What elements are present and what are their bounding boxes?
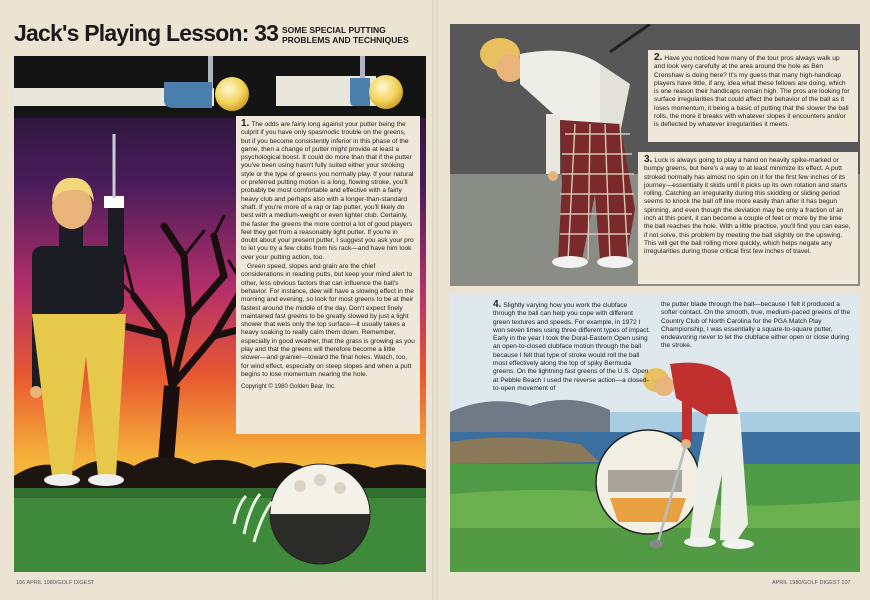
section-2-textbox: [648, 50, 858, 142]
section-3-textbox: [638, 152, 858, 284]
section-4-text-column-2: [656, 298, 856, 360]
section-1-textbox: [236, 116, 420, 434]
section-1-paragraph-1: The odds are fairly long against your putter being the culprit if you have only spasmodic trouble on the greens, but if you become consistently inferior in this phase of the game, then a change of putter might provide at least a psychological boost. It could do more than that if the putter you've been using hasn't fully suited either your stroking style or the type of greens you normally play. If your natural or preferred putting motion is a long, flowing stroke, you'll probably be most comfortable and effective with a fairly heavy club and perhaps also with a longer-than-standard shaft. If you're more of a rap or tap putter, you'll likely do best with a medium-weight or even lighter club. Certainly, the faster the greens the more control a lot of good players feel they get from a reasonably light putter. If you're in doubt about your present putter, I suggest you ask your pro to let you try a few clubs from his rack—and have him look over your putting action, too.: [241, 121, 414, 261]
copyright-notice: Copyright © 1980 Golden Bear, Inc.: [241, 384, 336, 391]
section-1-number: 1.: [241, 118, 250, 129]
section-4-text-b: the putter blade through the ball—because I felt it produced a softer contact. On the smooth, true, medium-paced greens of the Country Club of North Carolina for the PGA Match Play Championship, I was essentially a square-to-square putter, endeavoring never to let the clubface either open or close during the stroke.: [661, 301, 851, 350]
section-3-text: Luck is always going to play a hand on heavily spike-marked or bumpy greens, but here's a way to at least minimize its effect. A putt stroked normally has almost no spin on it for the first few inches of its journey—essentially it skids until it picks up its own rotation and starts rolling. Catching an irregularity during this skidding or sliding period seems to knock the ball off line more easily than after it has begun spinning, and even though the deviation may be only a fraction of an inch at this point, it can become a couple of feet or more by the time the ball reaches the hole. With a little practice, you'll find you can ease, if not solve, this problem by meeting the ball slightly on the upswing. This will get the ball rolling more quickly, which helps negate any irregularities during those critical first few inches of travel.: [644, 157, 851, 256]
left-page-footer: 106 APRIL 1980/GOLF DIGEST: [16, 580, 95, 586]
section-2-number: 2.: [654, 52, 663, 63]
page-gutter: [432, 0, 438, 600]
right-page-footer: APRIL 1980/GOLF DIGEST 107: [772, 580, 851, 586]
article-headline: Jack's Playing Lesson: 33: [14, 20, 279, 46]
section-4-text-column-1: [488, 298, 656, 394]
section-4-text-a: Slightly varying how you work the clubface through the ball can help you cope with different green textures and speeds. For example, in 1972 I won seven times using three different types of impact. Early in the year I took the Doral-Eastern Open using an open-to-closed clubface motion through the ball because I felt that type of stroke would roll the ball most effectively along the top of spiky Bermuda greens. On the lightning fast greens of the U.S. Open at Pebble Beach I used the reverse action—a closed-to-open movement of: [493, 302, 651, 392]
section-1-paragraph-2: Green speed, slopes and grain are the chief considerations in reading putts, but keep your mind alert to other, less obvious factors that can influence the ball's behavior. For instance, dew will have a slowing effect in the morning and evening, so look for most greens to be at their fastest around the middle of the day. Don't expect finely maintained fast greens to be greatly slowed by just a light shower that wets only the top surface—it usually takes a heavy soaking to really calm them down. Remember, especially in good weather, that the grass is growing as you play and that the greens will therefore become a little slower—and grainier—toward the final holes. Watch, too, for wind effect, especially on steep slopes and when a putt begins to lose momentum nearing the hole.: [241, 263, 415, 378]
section-3-number: 3.: [644, 154, 653, 165]
section-2-text: Have you noticed how many of the tour pros always walk up and look very carefully at the area around the hole as Ben Crenshaw is doing here? It's my guess that many high-handicap players have little, if any, idea what these fellows are doing, which is one reason their handicaps remain high. The pros are looking for surface irregularities that could affect the behavior of the ball as it loses momentum, it being a basic of putting that the slower the ball rolls, the more it breaks with whatever slopes it encounters and/or is deflected by whatever irregularities it meets.: [654, 55, 850, 129]
section-4-number: 4.: [493, 299, 502, 310]
article-subhead: SOME SPECIAL PUTTING PROBLEMS AND TECHNIQUES: [282, 25, 409, 45]
